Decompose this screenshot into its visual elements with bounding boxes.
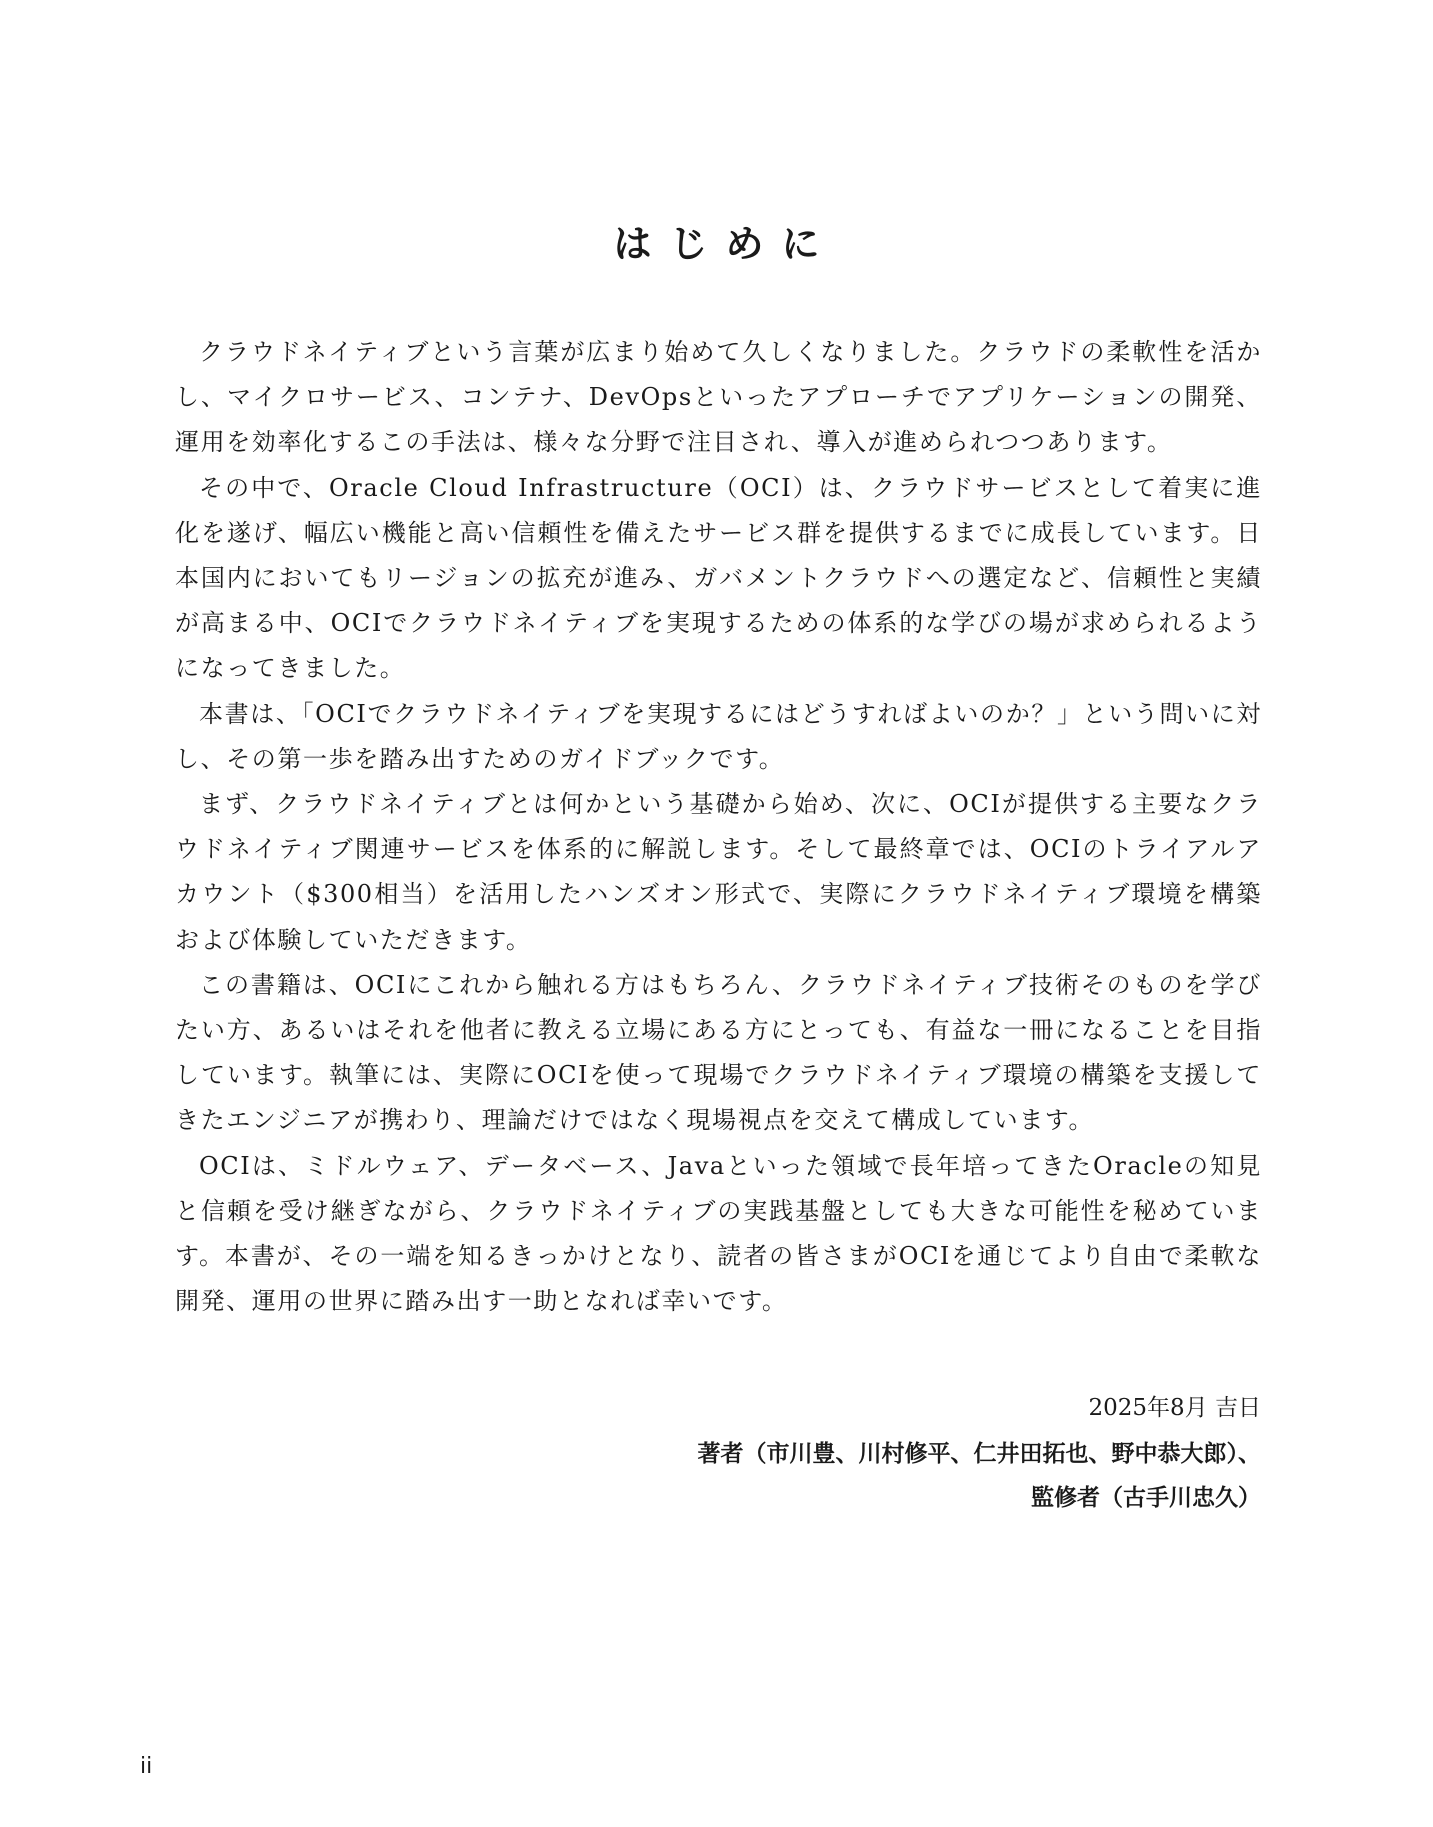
page-number: ii bbox=[140, 1754, 153, 1779]
paragraph: この書籍は、OCIにこれから触れる方はもちろん、クラウドネイティブ技術そのものを学びたい方、あるいはそれを他者に教える立場にある方にとっても、有益な一冊になることを目指しています。執筆には、実際にOCIを使って現場でクラウドネイティブ環境の構築を支援してきたエンジニアが携わり、理論だけではなく現場視点を交えて構成しています。 bbox=[175, 970, 1262, 1135]
paragraph: 本書は、「OCIでクラウドネイティブを実現するにはどうすればよいのか？」という問いに対し、その第一歩を踏み出すためのガイドブックです。 bbox=[175, 699, 1262, 773]
paragraph: OCIは、ミドルウェア、データベース、Javaといった領域で長年培ってきたOracleの知見と信頼を受け継ぎながら、クラウドネイティブの実践基盤としても大きな可能性を秘めています。本書が、その一端を知るきっかけとなり、読者の皆さまがOCIを通じてより自由で柔軟な開発、運用の世界に踏み出す一助となれば幸いです。 bbox=[175, 1151, 1262, 1316]
paragraph: その中で、Oracle Cloud Infrastructure（OCI）は、クラウドサービスとして着実に進化を遂げ、幅広い機能と高い信頼性を備えたサービス群を提供するまでに成長しています。日本国内においてもリージョンの拡充が進み、ガバメントクラウドへの選定など、信頼性と実績が高まる中、OCIでクラウドネイティブを実現するための体系的な学びの場が求められるようになってきました。 bbox=[175, 473, 1262, 683]
signature-authors: 著者（市川豊、川村修平、仁井田拓也、野中恭大郎）、 bbox=[697, 1440, 1261, 1467]
body-text bbox=[175, 330, 1262, 1324]
signature-block bbox=[698, 1388, 1262, 1520]
paragraph: まず、クラウドネイティブとは何かという基礎から始め、次に、OCIが提供する主要なクラウドネイティブ関連サービスを体系的に解説します。そして最終章では、OCIのトライアルアカウント（$300相当）を活用したハンズオン形式で、実際にクラウドネイティブ環境を構築および体験していただきます。 bbox=[175, 790, 1262, 954]
signature-supervisor: 監修者（古手川忠久） bbox=[1031, 1484, 1261, 1511]
signature-date: 2025年8月 吉日 bbox=[1088, 1395, 1261, 1421]
paragraph: クラウドネイティブという言葉が広まり始めて久しくなりました。クラウドの柔軟性を活かし、マイクロサービス、コンテナ、DevOpsといったアプローチでアプリケーションの開発、運用を効率化するこの手法は、様々な分野で注目され、導入が進められつつあります。 bbox=[175, 338, 1262, 457]
page-title: はじめに bbox=[613, 222, 838, 266]
